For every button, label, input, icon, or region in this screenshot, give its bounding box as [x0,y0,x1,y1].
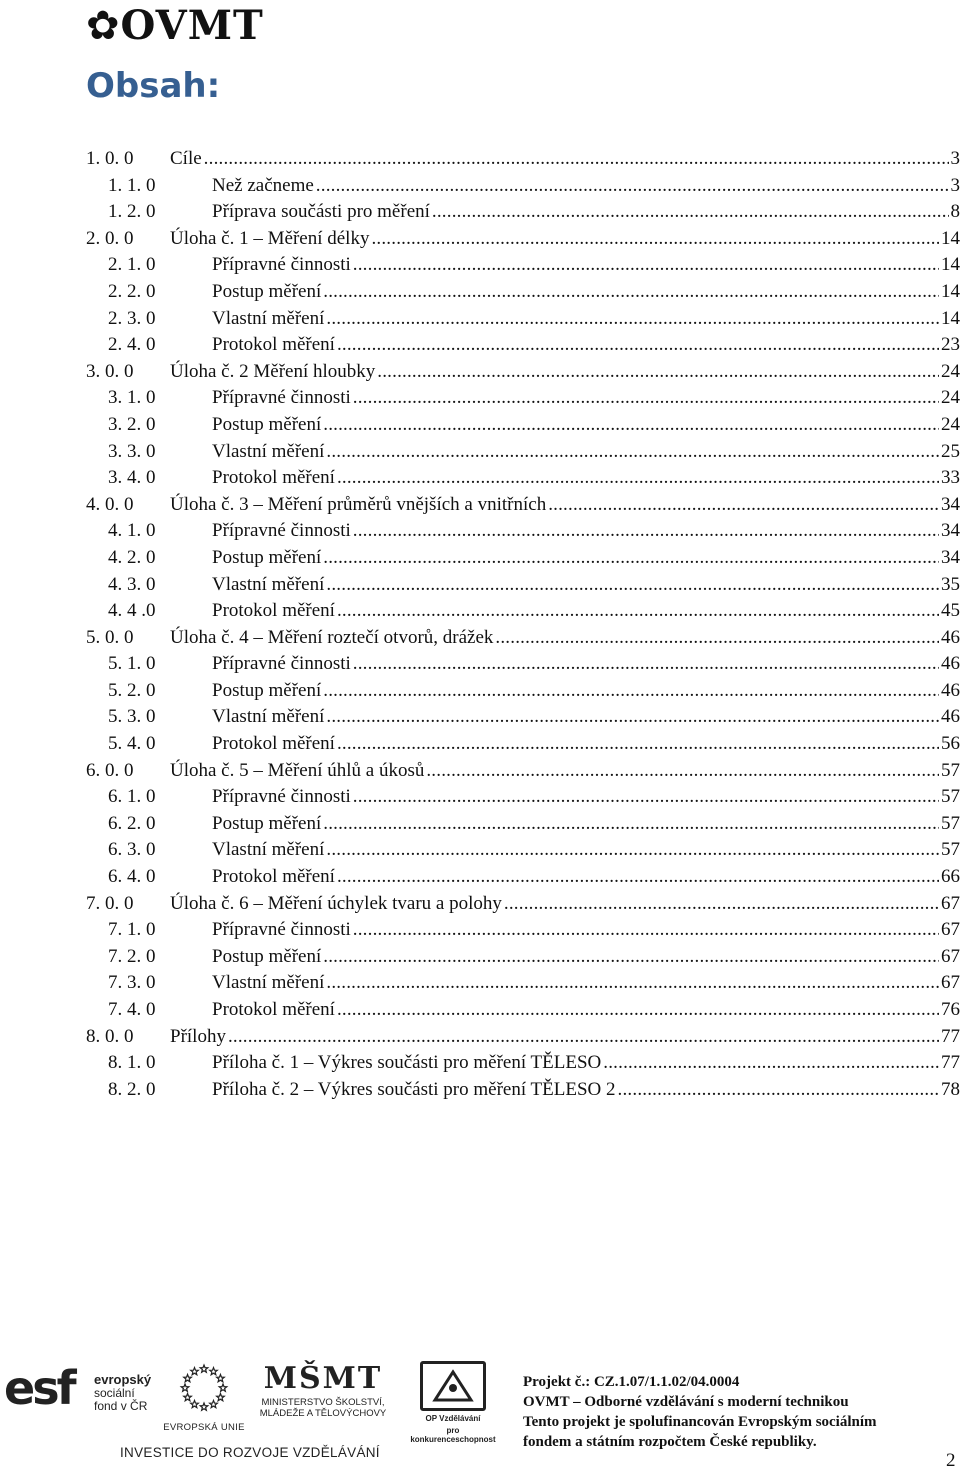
toc-entry-page: 67 [939,891,960,918]
eu-star [217,1375,225,1382]
eu-star [191,1368,199,1375]
toc-entry-page: 3 [949,146,960,173]
toc-entry-page: 66 [939,864,960,891]
toc-entry-title: Vlastní měření [212,704,326,731]
toc-entry-number: 5. 0. 0 [86,626,134,648]
toc-entry-title-row [212,332,960,359]
toc-entry[interactable] [86,173,960,200]
toc-dot-leader [504,891,939,918]
toc-entry-number: 5. 2. 0 [108,679,156,701]
logo-text: OVMT [120,2,264,49]
toc-entry-page: 45 [939,598,960,625]
toc-entry-title-row [212,864,960,891]
toc-entry-title-row [212,1050,960,1077]
toc-entry-title-row [212,412,960,439]
toc-entry-title-row [212,811,960,838]
toc-entry-title: Přípravné činnosti [212,518,353,545]
toc-dot-leader [337,465,939,492]
toc-entry-number: 5. 3. 0 [108,706,156,728]
toc-dot-leader [548,492,939,519]
toc-entry-title-row [212,385,960,412]
toc-entry-page: 46 [939,678,960,705]
project-info [523,1372,877,1452]
toc-dot-leader [326,704,939,731]
toc-entry[interactable] [86,279,960,306]
toc-dot-leader [326,439,939,466]
toc-entry-page: 46 [939,651,960,678]
msmt-mark: MŠMT [263,1361,383,1396]
toc-dot-leader [337,997,939,1024]
toc-entry[interactable] [86,1024,960,1051]
toc-entry-number: 3. 3. 0 [108,440,156,462]
toc-entry-number: 2. 1. 0 [108,254,156,276]
toc-entry-title-row [170,1024,960,1051]
msmt-logo [248,1361,398,1419]
toc-entry-title-row [212,439,960,466]
toc-entry[interactable] [86,891,960,918]
toc-entry-title: Úloha č. 2 Měření hloubky [170,359,377,386]
toc-entry-number: 8. 1. 0 [108,1052,156,1074]
toc-entry-page: 77 [939,1024,960,1051]
toc-entry[interactable] [86,731,960,758]
toc-entry-title: Protokol měření [212,465,337,492]
toc-entry-number: 1. 0. 0 [86,148,134,169]
toc-entry-title: Úloha č. 6 – Měření úchylek tvaru a polohy [170,891,504,918]
toc-entry-number: 6. 1. 0 [108,786,156,808]
toc-entry-title: Postup měření [212,678,323,705]
toc-dot-leader [618,1077,939,1104]
toc-entry-title-row [212,731,960,758]
toc-entry-title: Přípravné činnosti [212,651,353,678]
toc-entry-title: Vlastní měření [212,439,326,466]
toc-entry-page: 67 [939,917,960,944]
toc-dot-leader [353,518,939,545]
esf-text [94,1373,151,1413]
eu-label: EVROPSKÁ UNIE [163,1422,245,1433]
toc-entry[interactable] [86,465,960,492]
toc-entry-page: 3 [949,173,960,200]
invest-slogan: INVESTICE DO ROZVOJE VZDĚLÁVÁNÍ [120,1445,380,1460]
toc-entry-title: Přípravné činnosti [212,385,353,412]
toc-entry-page: 56 [939,731,960,758]
toc-entry-title: Protokol měření [212,731,337,758]
flower-icon: ✿ [86,3,121,49]
toc-entry-number: 2. 4. 0 [108,334,156,356]
project-line-2: OVMT – Odborné vzdělávání s moderní technikou [523,1394,849,1410]
toc-heading: Obsah: [86,66,221,106]
toc-entry[interactable] [86,545,960,572]
toc-entry-title: Postup měření [212,279,323,306]
toc-entry-page: 67 [939,970,960,997]
toc-dot-leader [337,332,939,359]
eu-star [200,1365,208,1372]
toc-entry-title-row [212,917,960,944]
esf-mark: esf [4,1361,74,1415]
toc-entry-title-row [212,784,960,811]
toc-entry-number: 3. 0. 0 [86,360,134,382]
toc-entry-page: 14 [939,279,960,306]
toc-entry[interactable] [86,226,960,253]
toc-entry[interactable] [86,306,960,333]
eu-star [219,1384,227,1391]
toc-entry-page: 34 [939,545,960,572]
toc-entry-number: 4. 3. 0 [108,573,156,595]
toc-entry-number: 7. 4. 0 [108,999,156,1020]
toc-entry-number: 3. 2. 0 [108,413,156,435]
toc-entry-title: Vlastní měření [212,306,326,333]
toc-entry-page: 46 [939,625,960,652]
toc-dot-leader [353,784,939,811]
toc-entry[interactable] [86,385,960,412]
toc-entry[interactable] [86,784,960,811]
toc-entry-title-row [212,704,960,731]
toc-entry-number: 6. 2. 0 [108,812,156,834]
toc-entry-page: 77 [939,1050,960,1077]
project-line-1: Projekt č.: CZ.1.07/1.1.02/04.0004 [523,1374,740,1390]
esf-line-2: sociální [94,1386,135,1400]
toc-entry-title-row [170,758,960,785]
toc-entry-number: 2. 2. 0 [108,280,156,302]
project-line-3: Tento projekt je spolufinancován Evropským sociálním [523,1414,877,1430]
toc-dot-leader [353,917,939,944]
toc-entry-page: 76 [939,997,960,1024]
toc-entry[interactable] [86,412,960,439]
toc-dot-leader [337,864,939,891]
toc-dot-leader [426,758,939,785]
toc-entry-title: Postup měření [212,811,323,838]
toc-entry-page: 78 [939,1077,960,1104]
toc-entry-title: Vlastní měření [212,970,326,997]
toc-entry-title: Přílohy [170,1024,228,1051]
toc-dot-leader [323,678,939,705]
toc-entry-number: 5. 4. 0 [108,733,156,755]
toc-entry-number: 4. 1. 0 [108,520,156,542]
toc-entry-title-row [212,651,960,678]
eu-star [191,1400,199,1407]
toc-entry-title: Úloha č. 1 – Měření délky [170,226,371,253]
toc-entry-title-row [212,465,960,492]
toc-entry-title: Přípravné činnosti [212,917,353,944]
toc-entry-title: Protokol měření [212,864,337,891]
toc-dot-leader [323,412,939,439]
eu-stars-icon [171,1363,237,1413]
toc-entry[interactable] [86,837,960,864]
toc-dot-leader [603,1050,939,1077]
toc-entry-title: Příloha č. 2 – Výkres součásti pro měření TĚLESO 2 [212,1077,618,1104]
toc-entry-title: Příprava součásti pro měření [212,199,432,226]
toc-entry[interactable] [86,199,960,226]
toc-entry-title: Postup měření [212,545,323,572]
toc-entry-page: 46 [939,704,960,731]
toc-entry[interactable] [86,332,960,359]
toc-entry-page: 23 [939,332,960,359]
toc-entry-title-row [212,678,960,705]
toc-entry[interactable] [86,811,960,838]
toc-entry[interactable] [86,252,960,279]
eu-star [181,1384,189,1391]
toc-entry-page: 24 [939,412,960,439]
toc-entry[interactable] [86,997,960,1024]
toc-entry-number: 2. 3. 0 [108,307,156,329]
toc-entry-title: Protokol měření [212,332,337,359]
toc-entry-number: 2. 0. 0 [86,227,134,249]
toc-entry-title-row [212,279,960,306]
toc-entry[interactable] [86,944,960,971]
ovmt-logo [86,2,264,49]
toc-entry-title-row [212,944,960,971]
toc-dot-leader [228,1024,939,1051]
toc-entry[interactable] [86,518,960,545]
toc-entry-title: Protokol měření [212,997,337,1024]
toc-entry[interactable] [86,651,960,678]
op-line-2: pro konkurenceschopnost [410,1426,496,1444]
toc-entry-title: Úloha č. 4 – Měření roztečí otvorů, drážek [170,625,495,652]
toc-dot-leader [495,625,939,652]
toc-dot-leader [353,385,939,412]
eu-star [184,1394,192,1401]
toc-entry-title-row [212,837,960,864]
toc-entry[interactable] [86,359,960,386]
toc-entry-title-row [212,252,960,279]
toc-entry-title: Cíle [170,146,204,173]
toc-entry[interactable] [86,439,960,466]
toc-entry-title: Úloha č. 3 – Měření průměrů vnějších a vnitřních [170,492,548,519]
toc-entry-page: 57 [939,784,960,811]
toc-dot-leader [371,226,939,253]
toc-entry-title-row [212,572,960,599]
toc-entry-title-row [212,518,960,545]
toc-dot-leader [353,651,939,678]
esf-line-1: evropský [94,1372,152,1387]
toc-entry-title: Postup měření [212,412,323,439]
toc-entry[interactable] [86,917,960,944]
toc-entry[interactable] [86,758,960,785]
toc-entry[interactable] [86,598,960,625]
toc-entry-number: 7. 0. 0 [86,892,134,914]
toc-entry-number: 8. 0. 0 [86,1025,134,1047]
toc-entry-page: 14 [939,306,960,333]
eu-logo [158,1363,250,1433]
page-number: 2 [946,1450,956,1471]
toc-entry-page: 67 [939,944,960,971]
toc-entry-title: Přípravné činnosti [212,252,353,279]
toc-entry[interactable] [86,146,960,173]
toc-entry-page: 14 [939,226,960,253]
eu-star [200,1403,208,1410]
toc-dot-leader [377,359,939,386]
footer-logos [0,1355,510,1470]
toc-dot-leader [432,199,949,226]
toc-entry-number: 8. 2. 0 [108,1078,156,1100]
toc-dot-leader [326,306,939,333]
toc-entry-title-row [170,146,960,173]
toc-entry-title: Protokol měření [212,598,337,625]
toc-dot-leader [337,731,939,758]
table-of-contents [86,146,960,1103]
toc-entry-number: 1. 1. 0 [108,174,156,196]
toc-dot-leader [316,173,949,200]
toc-entry-number: 7. 2. 0 [108,945,156,967]
toc-entry-title: Vlastní měření [212,572,326,599]
toc-dot-leader [353,252,939,279]
toc-entry[interactable] [86,864,960,891]
toc-entry[interactable] [86,970,960,997]
toc-entry-title-row [170,891,960,918]
toc-entry[interactable] [86,625,960,652]
esf-line-3: fond v ČR [94,1399,148,1413]
toc-entry-number: 4. 4 .0 [108,600,156,622]
toc-dot-leader [326,837,939,864]
project-line-4: fondem a státním rozpočtem České republiky. [523,1434,817,1450]
msmt-line-2: MLÁDEŽE A TĚLOVÝCHOVY [259,1408,387,1419]
toc-entry-number: 1. 2. 0 [108,201,156,223]
toc-entry-title: Než začneme [212,173,316,200]
toc-entry-number: 6. 3. 0 [108,839,156,861]
toc-entry-page: 57 [939,758,960,785]
toc-dot-leader [323,811,939,838]
toc-entry-page: 8 [949,199,960,226]
toc-entry-page: 34 [939,492,960,519]
toc-entry[interactable] [86,572,960,599]
toc-entry[interactable] [86,1077,960,1104]
toc-entry-number: 4. 2. 0 [108,546,156,568]
toc-entry-number: 3. 1. 0 [108,387,156,409]
toc-entry-title: Přípravné činnosti [212,784,353,811]
eu-star [210,1368,218,1375]
toc-entry-title-row [212,970,960,997]
toc-dot-leader [323,279,939,306]
toc-entry-title: Příloha č. 1 – Výkres součásti pro měření TĚLESO [212,1050,603,1077]
eu-star [210,1400,218,1407]
toc-entry-title-row [170,625,960,652]
toc-entry-page: 34 [939,518,960,545]
toc-dot-leader [204,146,949,173]
eu-star [184,1375,192,1382]
toc-entry-number: 6. 0. 0 [86,759,134,781]
toc-entry[interactable] [86,678,960,705]
op-logo [404,1361,502,1444]
op-mark-icon [420,1361,486,1411]
toc-entry-title-row [212,997,960,1024]
toc-entry-title: Úloha č. 5 – Měření úhlů a úkosů [170,758,426,785]
toc-entry-page: 14 [939,252,960,279]
toc-entry[interactable] [86,1050,960,1077]
toc-dot-leader [326,572,939,599]
toc-entry-number: 7. 3. 0 [108,972,156,994]
toc-entry-title-row [170,226,960,253]
eu-star [217,1394,225,1401]
toc-entry-number: 3. 4. 0 [108,467,156,489]
toc-entry-title-row [212,306,960,333]
toc-entry-title-row [212,598,960,625]
msmt-line-1: MINISTERSTVO ŠKOLSTVÍ, [261,1397,385,1408]
toc-entry-page: 24 [939,359,960,386]
toc-entry-page: 33 [939,465,960,492]
toc-entry-page: 35 [939,572,960,599]
toc-entry-title-row [212,173,960,200]
toc-entry-number: 5. 1. 0 [108,653,156,675]
op-line-1: OP Vzdělávání [425,1414,481,1423]
toc-dot-leader [323,545,939,572]
toc-entry-number: 7. 1. 0 [108,919,156,941]
toc-dot-leader [323,944,939,971]
toc-entry-title-row [212,545,960,572]
toc-entry-title-row [170,359,960,386]
toc-entry[interactable] [86,492,960,519]
toc-entry-title: Postup měření [212,944,323,971]
toc-entry-page: 25 [939,439,960,466]
toc-entry-title-row [212,199,960,226]
toc-entry-number: 4. 0. 0 [86,493,134,515]
toc-dot-leader [337,598,939,625]
toc-entry-title: Vlastní měření [212,837,326,864]
toc-entry-number: 6. 4. 0 [108,866,156,888]
toc-entry[interactable] [86,704,960,731]
toc-dot-leader [326,970,939,997]
esf-logo [4,1361,152,1415]
toc-entry-page: 57 [939,837,960,864]
toc-entry-page: 57 [939,811,960,838]
toc-entry-title-row [212,1077,960,1104]
toc-entry-title-row [170,492,960,519]
toc-entry-page: 24 [939,385,960,412]
